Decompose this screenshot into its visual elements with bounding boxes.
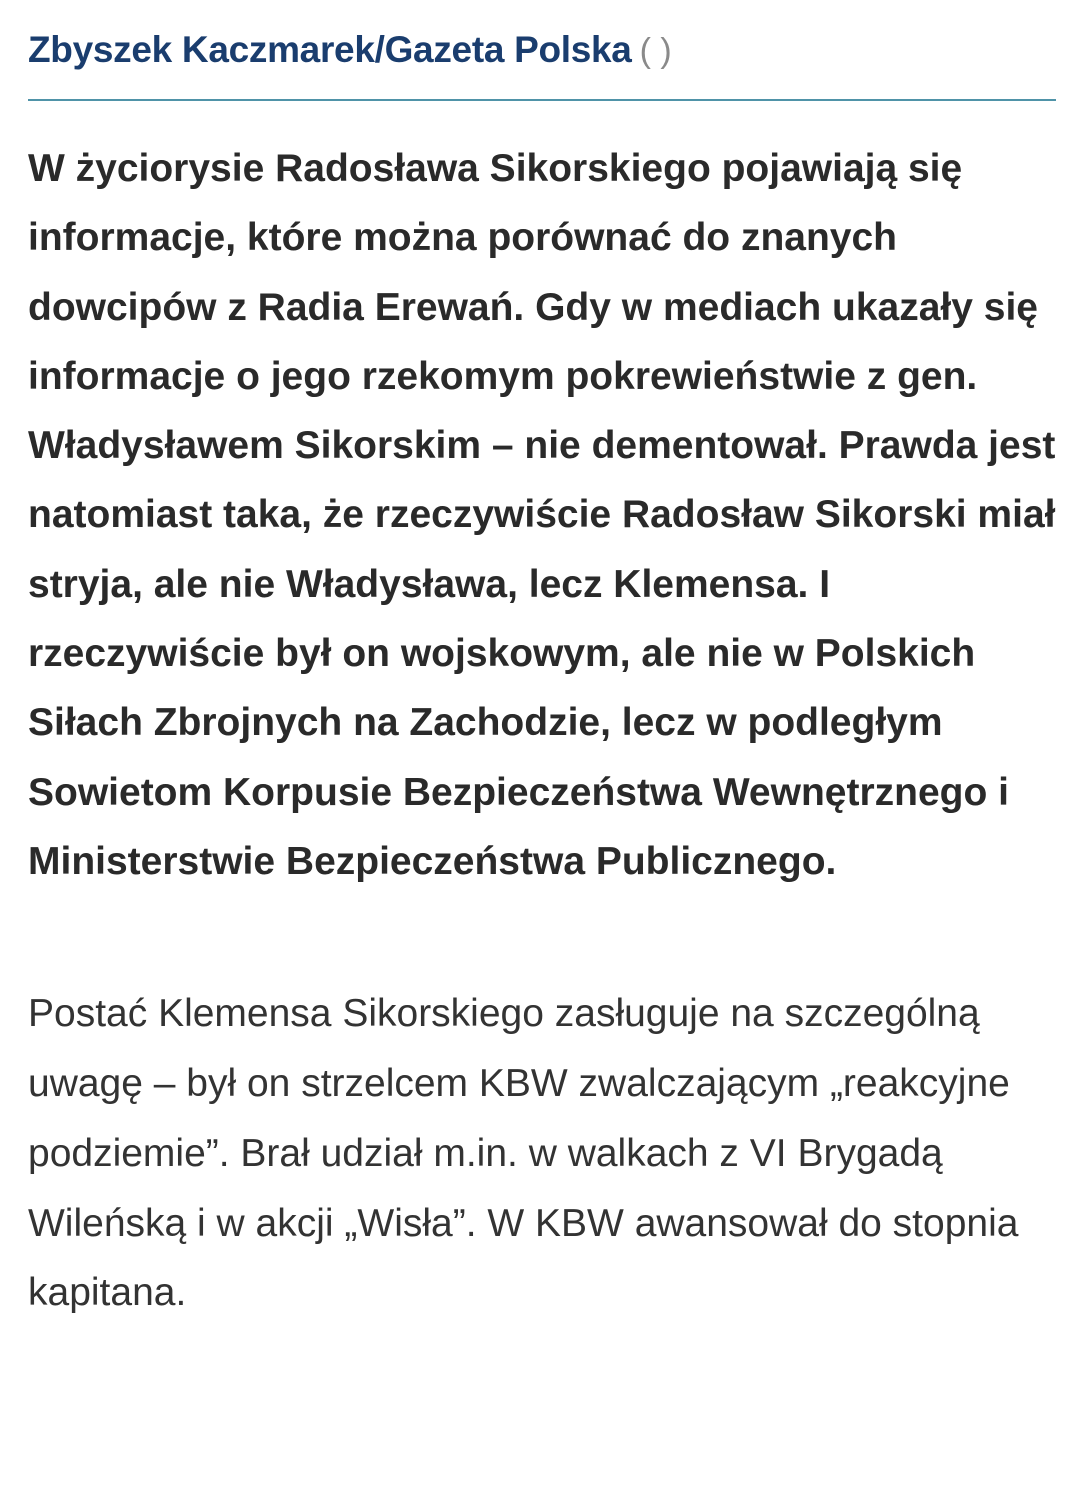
author-link[interactable]: Zbyszek Kaczmarek/Gazeta Polska [28, 29, 632, 70]
article-lead: W życiorysie Radosława Sikorskiego pojawiają się informacje, które można porównać do znanych dowcipów z Radia Erewań. Gdy w mediach ukazały się informacje o jego rzekomym pokrewieństwie z gen. Władysławem Sikorskim – nie dementował. Prawda jest natomiast taka, że rzeczywiście Radosław Sikorski miał stryja, ale nie Władysława, lecz Klemensa. I rzeczywiście był on wojskowym, ale nie w Polskich Siłach Zbrojnych na Zachodzie, lecz w podległym Sowietom Korpusie Bezpieczeństwa Wewnętrznego i Ministerstwie Bezpieczeństwa Publicznego. [28, 147, 1056, 883]
divider-line [28, 99, 1056, 101]
article-paragraph: Postać Klemensa Sikorskiego zasługuje na szczególną uwagę – był on strzelcem KBW zwalczającym „reakcyjne podziemie”. Brał udział m.in. w walkach z VI Brygadą Wileńską i w akcji „Wisła”. W KBW awansował do stopnia kapitana. [28, 992, 1019, 1315]
credit-parentheses: ( ) [639, 32, 672, 70]
photo-credit [28, 0, 1052, 74]
